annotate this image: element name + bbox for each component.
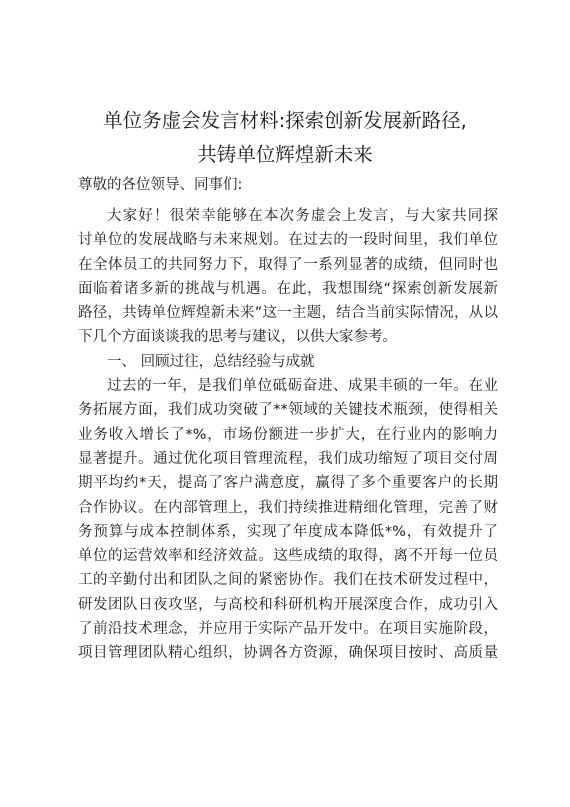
paragraph-1-line: 路径，共铸单位辉煌新未来”这一主题，结合当前实际情况，从以 xyxy=(78,305,498,322)
paragraph-2-line: 单位的运营效率和经济效益。这些成绩的取得，离不开每一位员 xyxy=(78,548,498,565)
document-body xyxy=(78,204,498,666)
paragraph-2-line: 期平均约*天，提高了客户满意度，赢得了多个重要客户的长期 xyxy=(78,475,498,492)
paragraph-1-line: 面临着诸多新的挑战与机遇。在此，我想围绕“探索创新发展新 xyxy=(78,280,498,297)
paragraph-2-line: 研发团队日夜攻坚，与高校和科研机构开展深度合作，成功引入 xyxy=(78,596,498,613)
paragraph-2-line: 了前沿技术理念，并应用于实际产品开发中。在项目实施阶段， xyxy=(78,621,498,638)
paragraph-2-line: 过去的一年，是我们单位砥砺奋进、成果丰硕的一年。在业 xyxy=(107,378,498,395)
paragraph-2-line: 显著提升。通过优化项目管理流程，我们成功缩短了项目交付周 xyxy=(78,450,498,467)
paragraph-1-line: 大家好！很荣幸能够在本次务虚会上发言，与大家共同探 xyxy=(107,208,498,224)
paragraph-1-line: 下几个方面谈谈我的思考与建议，以供大家参考。 xyxy=(78,329,397,346)
paragraph-2-line: 务预算与成本控制体系，实现了年度成本降低*%，有效提升了 xyxy=(78,523,498,540)
paragraph-1-line: 讨单位的发展战略与未来规划。在过去的一段时间里，我们单位 xyxy=(78,232,498,249)
paragraph-2-line: 项目管理团队精心组织，协调各方资源，确保项目按时、高质量 xyxy=(78,645,498,662)
greeting: 尊敬的各位领导、同事们: xyxy=(78,177,243,193)
paragraph-2-line: 工的辛勤付出和团队之间的紧密协作。我们在技术研发过程中， xyxy=(78,572,498,589)
paragraph-2-line: 务拓展方面，我们成功突破了**领域的关键技术瓶颈，使得相关 xyxy=(78,402,498,419)
section-1-heading: 一、 回顾过往，总结经验与成就 xyxy=(107,353,315,370)
document-title-line-1: 单位务虚会发言材料:探索创新发展新路径, xyxy=(103,109,467,132)
paragraph-1-line: 在全体员工的共同努力下，取得了一系列显著的成绩，但同时也 xyxy=(78,256,498,273)
paragraph-2-line: 业务收入增长了*%，市场份额进一步扩大，在行业内的影响力 xyxy=(78,426,498,443)
document-title-line-2: 共铸单位辉煌新未来 xyxy=(197,143,373,166)
paragraph-2-line: 合作协议。在内部管理上，我们持续推进精细化管理，完善了财 xyxy=(78,499,498,516)
